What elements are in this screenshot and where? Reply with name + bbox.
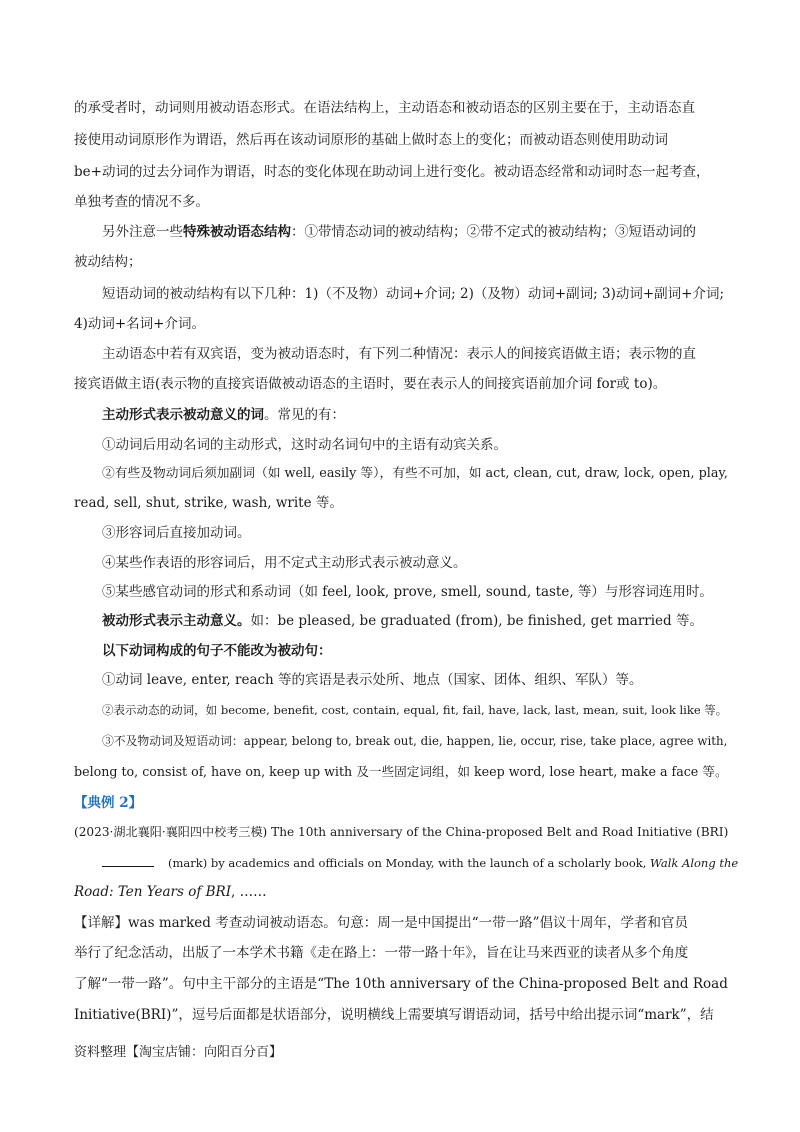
special-suffix: ：①带情态动词的被动结构；②带不定式的被动结构；③短语动词的	[291, 224, 696, 240]
list-item: ⑤某些感官动词的形式和系动词（如 feel, look, prove, smell, sound, taste, 等）与形容词连用时。	[102, 584, 713, 600]
list-item: ②有些及物动词后须加副词（如 well, easily 等），有些不可加，如 act, clean, cut, draw, lock, open, play,	[102, 466, 728, 481]
example-line	[74, 882, 267, 902]
active-form-suffix: 。常见的有：	[264, 407, 345, 423]
list-item: ③形容词后直接加动词。	[102, 525, 251, 541]
book-title: Road: Ten Years of BRI	[74, 884, 232, 900]
example-text: (mark) by academics and officials on Monday, with the launch of a scholarly book,	[168, 856, 651, 870]
detail-line: 【详解】was marked 考查动词被动语态。句意：周一是中国提出“一带一路”倡议十周年，学者和官员	[74, 915, 689, 931]
example-line	[102, 852, 738, 873]
paragraph-line: 主动语态中若有双宾语，变为被动语态时，有下列二种情况：表示人的间接宾语做主语；表示物的直	[102, 346, 696, 362]
list-item: ③不及物动词及短语动词：appear, belong to, break out, die, happen, lie, occur, rise, take place, agree with,	[102, 734, 728, 748]
page-footer: 资料整理【淘宝店铺：向阳百分百】	[74, 1045, 283, 1060]
passive-form-heading: 被动形式表示主动意义。	[102, 613, 251, 629]
paragraph-line: 短语动词的被动结构有以下几种：1)（不及物）动词+介词; 2)（及物）动词+副词; 3)动词+副词+介词;	[102, 286, 725, 302]
special-passive-heading: 特殊被动语态结构	[183, 224, 291, 240]
example-heading: 【典例 2】	[74, 795, 143, 811]
paragraph-line: 被动结构；	[74, 254, 142, 270]
passive-form-line	[102, 611, 703, 631]
list-item: belong to, consist of, have on, keep up with 及一些固定词组，如 keep word, lose heart, make a face 等。	[74, 764, 728, 779]
paragraph-line: 4)动词+名词+介词。	[74, 316, 205, 332]
book-title: Walk Along the	[650, 856, 739, 870]
paragraph-line: 的承受者时，动词则用被动语态形式。在语法结构上，主动语态和被动语态的区别主要在于，主动语态直	[74, 100, 695, 116]
active-form-heading: 主动形式表示被动意义的词	[102, 407, 264, 423]
list-item: ①动词后用动名词的主动形式，这时动名词句中的主语有动宾关系。	[102, 437, 507, 453]
example-text: , ……	[231, 884, 267, 900]
paragraph-line: 单独考查的情况不多。	[74, 194, 209, 210]
list-item: ①动词 leave, enter, reach 等的宾语是表示处所、地点（国家、团体、组织、军队）等。	[102, 672, 643, 688]
cannot-passive-heading: 以下动词构成的句子不能改为被动句：	[102, 643, 332, 659]
active-form-heading-line	[102, 405, 345, 425]
list-item: ②表示动态的动词，如 become, benefit, cost, contain, equal, fit, fail, have, lack, last, mean, suit, look like 等。	[102, 703, 728, 717]
detail-line: 举行了纪念活动，出版了一本学术书籍《走在路上：一带一路十年》，旨在让马来西亚的读者从多个角度	[74, 945, 689, 961]
paragraph-line: 接宾语做主语(表示物的直接宾语做被动语态的主语时，要在表示人的间接宾语前加介词 for或 to)。	[74, 376, 667, 392]
passive-form-suffix: 如：be pleased, be graduated (from), be finished, get married 等。	[250, 613, 703, 629]
example-line: (2023·湖北襄阳·襄阳四中校考三模) The 10th anniversary of the China-proposed Belt and Road Initiative (BRI)	[74, 825, 729, 839]
list-item: read, sell, shut, strike, wash, write 等。	[74, 495, 343, 511]
special-prefix: 另外注意一些	[102, 224, 183, 240]
special-passive-line	[102, 222, 696, 242]
answer-blank	[102, 852, 154, 867]
paragraph-line: be+动词的过去分词作为谓语，时态的变化体现在助动词上进行变化。被动语态经常和动词时态一起考查，	[74, 164, 710, 180]
paragraph-line: 接使用动词原形作为谓语，然后再在该动词原形的基础上做时态上的变化；而被动语态则使用助动词	[74, 132, 668, 148]
detail-line: 了解“一带一路”。句中主干部分的主语是“The 10th anniversary of the China-proposed Belt and Road	[74, 976, 728, 992]
list-item: ④某些作表语的形容词后，用不定式主动形式表示被动意义。	[102, 555, 467, 571]
detail-line: Initiative(BRI)”，逗号后面都是状语部分，说明横线上需要填写谓语动词，括号中给出提示词“mark”，结	[74, 1007, 714, 1023]
